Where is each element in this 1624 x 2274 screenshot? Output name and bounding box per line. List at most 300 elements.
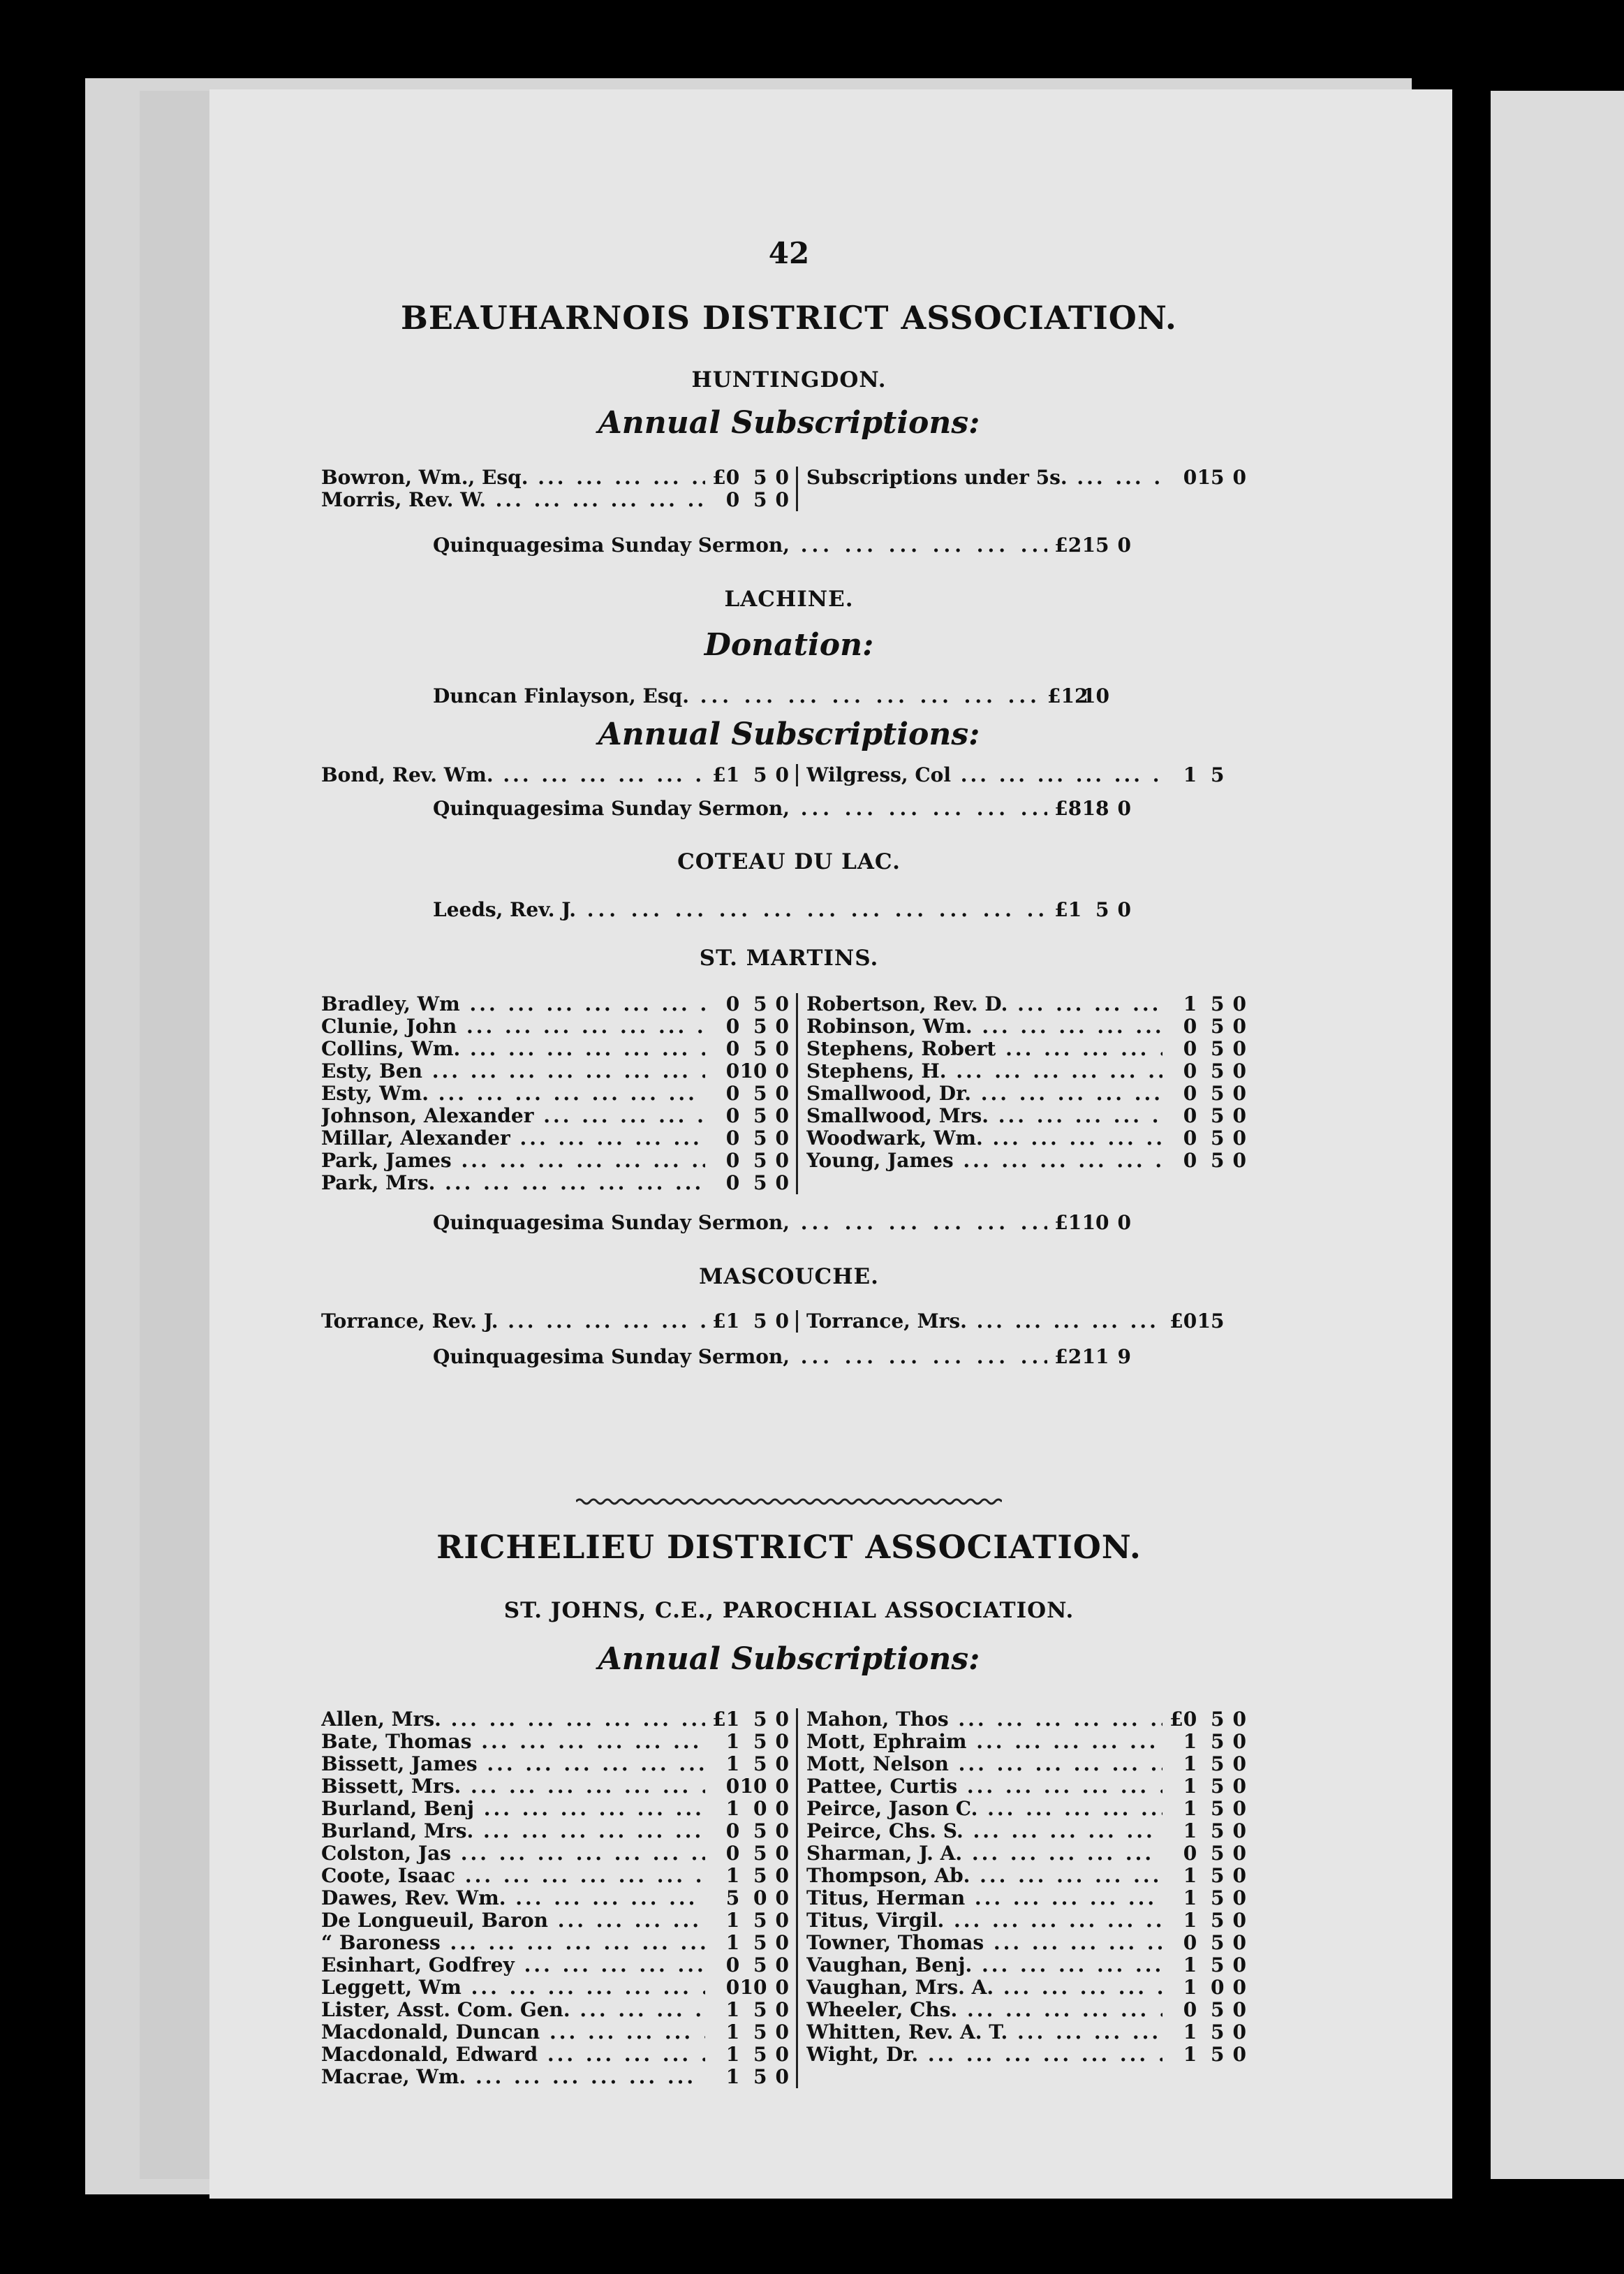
amount [1162,1909,1246,1932]
st-johns-heading: ST. JOHNS, C.E., PAROCHIAL ASSOCIATION. [503,1598,1075,1623]
pounds: 0 [1183,1082,1197,1105]
pounds: 1 [725,2020,740,2044]
amount [1162,2044,1246,2066]
pence: 0 [775,763,789,786]
shillings: 5 [753,1909,767,1932]
shillings: 15 [1197,466,1225,489]
pounds: £0 [1169,1310,1197,1333]
pence: 9 [1117,1345,1131,1368]
pence: 0 [1232,1976,1246,1999]
shillings: 5 [753,2043,767,2066]
pence: 0 [1232,1931,1246,1954]
subscriber-name: Torrance, Mrs. ... . [806,1310,1162,1333]
subscriber-row [806,1932,1246,1954]
amount [705,1731,789,1753]
shillings: 5 [753,1037,767,1060]
pounds: 1 [1183,1864,1197,1887]
shillings: 5 [753,1998,767,2021]
pounds: 1 [1183,1976,1197,1999]
amount [1162,1775,1246,1798]
subscriber-name: Colston, Jas ... . [321,1842,705,1865]
subscriber-row [806,1842,1246,1865]
subscriber-row [806,1909,1246,1932]
amount [705,1820,789,1842]
shillings: 10 [739,1059,767,1083]
st-martins-left-column [321,993,798,1194]
shillings: 18 [1082,797,1109,820]
subscriber-name: Esty, Ben ... . [321,1060,705,1083]
shillings: 5 [1211,1104,1225,1127]
shillings: 5 [753,1842,767,1865]
amount [705,1127,789,1150]
pounds: £12 [1047,684,1088,707]
pounds: 1 [725,1998,740,2021]
pence: 0 [1232,1037,1246,1060]
subscriber-row [321,1909,789,1932]
shillings: 5 [1211,1998,1225,2021]
pence: 0 [775,1310,789,1333]
subscriber-name: Towner, Thomas ... . [806,1932,1162,1954]
subscriber-row [321,1172,789,1194]
pounds: 1 [1183,2020,1197,2044]
subscriber-row [321,1310,789,1333]
subscriber-row [321,1820,789,1842]
pence: 0 [775,1037,789,1060]
subscriber-row [806,1150,1246,1172]
amount [705,2021,789,2044]
lachine-right-column [798,764,1246,786]
shillings: 0 [753,1886,767,1909]
shillings: 5 [1211,763,1225,786]
coteau-heading: COTEAU DU LAC. [677,849,901,874]
subscriber-row [806,764,1246,786]
subscriber-name: Leggett, Wm ... . [321,1976,705,1999]
subscriber-row [321,1842,789,1865]
pence: 0 [1117,797,1131,820]
pence: 0 [1232,992,1246,1015]
subscriber-row [806,1015,1246,1038]
amount [1047,1211,1131,1234]
subscriber-row [321,1708,789,1731]
subscriber-row [321,1865,789,1887]
pence [1109,684,1131,707]
pounds: £1 [712,1310,740,1333]
pounds: £8 [1054,797,1082,820]
subscriber-name: Peirce, Jason C. ... . [806,1798,1162,1820]
pence: 0 [775,1953,789,1976]
pounds: 0 [725,1953,740,1976]
shillings: 10 [1082,684,1109,707]
pence: 0 [1232,1127,1246,1150]
subscriber-name: Bond, Rev. Wm. ... . [321,764,705,786]
pence: 0 [775,1976,789,1999]
pence: 0 [775,1775,789,1798]
shillings: 5 [1095,898,1109,921]
huntingdon-left-column [321,467,798,511]
pence: 0 [1232,1909,1246,1932]
pence: 0 [775,992,789,1015]
lachine-donation [433,684,1131,707]
subscriber-row [806,1976,1246,1999]
shillings: 10 [739,1775,767,1798]
pounds: 0 [725,1976,740,1999]
subscriber-row [321,993,789,1015]
subscriber-row [806,993,1246,1015]
pounds: 0 [725,1775,740,1798]
subscriber-name: Mott, Nelson ... . [806,1753,1162,1775]
lachine-list [321,764,1257,786]
amount [1162,1954,1246,1976]
pounds: 0 [1183,1998,1197,2021]
shillings: 5 [1211,1931,1225,1954]
subscriber-row [321,467,789,489]
subscriber-row [806,1708,1246,1731]
st-johns-subheading: Annual Subscriptions: [598,1641,980,1677]
subscriber-name: Vaughan, Mrs. A. ... . [806,1976,1162,1999]
subscriber-name: Collins, Wm. ... . [321,1038,705,1060]
shillings: 5 [753,1752,767,1775]
pounds: 0 [1183,1059,1197,1083]
pence: 0 [1232,1730,1246,1753]
subscriber-row [321,1731,789,1753]
subscriber-row [806,1060,1246,1083]
subscriber-name: De Longueuil, Baron ... . [321,1909,705,1932]
subscriber-name: Wight, Dr. ... . [806,2044,1162,2066]
subscriber-name: Coote, Isaac ... . [321,1865,705,1887]
pounds: 0 [725,1842,740,1865]
amount [705,1038,789,1060]
subscriber-name: Subscriptions under 5s. ... . [806,467,1162,489]
lachine-subheading: Annual Subscriptions: [598,717,980,752]
pence: 0 [775,1752,789,1775]
subscriber-name: Stephens, Robert ... . [806,1038,1162,1060]
subscriber-name: Wheeler, Chs. ... . [806,1999,1162,2021]
pounds: 1 [725,2043,740,2066]
subscriber-name: Macdonald, Duncan ... . [321,2021,705,2044]
pounds: 0 [1183,1127,1197,1150]
pence: 0 [1232,1752,1246,1775]
shillings: 5 [753,1819,767,1842]
subscriber-name: Bate, Thomas ... . [321,1731,705,1753]
pence: 0 [1232,1998,1246,2021]
pounds: 1 [1183,1797,1197,1820]
subscriber-name: “ Baroness ... . [321,1932,705,1954]
shillings: 5 [1211,1886,1225,1909]
pounds: 1 [1183,1909,1197,1932]
subscriber-name: Dawes, Rev. Wm. ... . [321,1887,705,1909]
subscriber-row [321,1887,789,1909]
subscriber-name: Clunie, John ... . [321,1015,705,1038]
amount [1162,1127,1246,1150]
subscriber-row [321,1150,789,1172]
subscriber-name: Stephens, H. ... . [806,1060,1162,1083]
amount [705,1909,789,1932]
pounds: 5 [725,1886,740,1909]
st-martins-list [321,993,1257,1194]
huntingdon-right-column [798,467,1246,511]
amount [705,1708,789,1731]
amount [705,2044,789,2066]
shillings: 5 [1211,992,1225,1015]
lachine-left-column [321,764,798,786]
subscriber-name: Bowron, Wm., Esq. ... . [321,467,705,489]
section-divider [576,1497,1002,1506]
amount [705,1775,789,1798]
subscriber-row [321,1954,789,1976]
shillings: 5 [1211,1752,1225,1775]
amount [1162,1060,1246,1083]
subscriber-name: Peirce, Chs. S. ... . [806,1820,1162,1842]
total-label: Quinquagesima Sunday Sermon, ... . [433,534,1047,557]
amount [705,467,789,489]
shillings: 0 [753,1797,767,1820]
shillings: 5 [1211,1149,1225,1172]
amount [1047,534,1131,557]
subscriber-row [321,1775,789,1798]
pence: 0 [1232,1082,1246,1105]
shillings: 5 [1211,1059,1225,1083]
pence: 0 [775,2043,789,2066]
subscriber-name: Macrae, Wm. ... . [321,2066,705,2088]
pence: 0 [775,1127,789,1150]
shillings: 5 [1211,1015,1225,1038]
pence: 0 [775,488,789,511]
amount [1162,1708,1246,1731]
shillings: 5 [753,1127,767,1150]
total-label: Quinquagesima Sunday Sermon, ... . [433,1211,1047,1234]
pence: 0 [775,1819,789,1842]
subscriber-row [321,1798,789,1820]
pounds: 1 [1183,992,1197,1015]
shillings: 5 [1211,1864,1225,1887]
subscriber-name: Whitten, Rev. A. T. ... . [806,2021,1162,2044]
subscriber-row [321,2021,789,2044]
pounds: 1 [1183,2043,1197,2066]
subscriber-name: Wilgress, Col ... . [806,764,1162,786]
pounds: 1 [1183,1886,1197,1909]
shillings: 5 [1211,1037,1225,1060]
pounds: £1 [712,763,740,786]
pence: 0 [1232,1953,1246,1976]
pence: 0 [775,1998,789,2021]
subscriber-name: Vaughan, Benj. ... . [806,1954,1162,1976]
pounds: 0 [725,1819,740,1842]
shillings: 5 [753,1310,767,1333]
page-number: 42 [768,236,810,270]
shillings: 5 [753,1953,767,1976]
subscriber-name: Lister, Asst. Com. Gen. ... . [321,1999,705,2021]
subscriber-row [321,1753,789,1775]
lachine-heading: LACHINE. [724,587,854,612]
subscriber-row [321,2066,789,2088]
subscriber-row [806,1999,1246,2021]
subscriber-row [321,1105,789,1127]
richelieu-title: RICHELIEU DISTRICT ASSOCIATION. [436,1528,1142,1566]
mascouche-left-column [321,1310,798,1333]
shillings: 15 [1197,1310,1225,1333]
pounds: 0 [725,1037,740,1060]
amount [705,1887,789,1909]
pounds: 0 [725,1127,740,1150]
shillings: 5 [753,763,767,786]
amount [1162,1999,1246,2021]
st-martins-heading: ST. MARTINS. [699,946,879,971]
st-johns-right-column [798,1708,1246,2088]
amount [705,1865,789,1887]
pence: 0 [775,2020,789,2044]
huntingdon-list [321,467,1257,511]
shillings: 5 [753,1708,767,1731]
subscriber-row [321,1976,789,1999]
amount [705,2066,789,2088]
pence: 0 [775,1730,789,1753]
amount [1047,684,1131,707]
pence: 0 [1232,1149,1246,1172]
subscriber-row [806,1865,1246,1887]
subscriber-name: Mahon, Thos ... . [806,1708,1162,1731]
amount [1047,1345,1131,1368]
huntingdon-sermon [433,534,1131,557]
amount [705,1999,789,2021]
amount [1162,1150,1246,1172]
pence: 0 [1117,1211,1131,1234]
entry-name: Leeds, Rev. J. ... . [433,898,1047,921]
shillings: 5 [753,992,767,1015]
pence: 0 [1232,1842,1246,1865]
pence: 0 [1232,1864,1246,1887]
pounds: £2 [1054,534,1082,557]
pounds: 0 [725,1059,740,1083]
lachine-donation-heading: Donation: [704,627,874,663]
subscriber-name: Smallwood, Dr. ... . [806,1083,1162,1105]
pounds: 0 [725,1015,740,1038]
pence: 0 [775,1931,789,1954]
pounds: 0 [1183,466,1197,489]
amount [705,1150,789,1172]
subscriber-name: Burland, Mrs. ... . [321,1820,705,1842]
amount [1162,1731,1246,1753]
pence: 0 [775,1082,789,1105]
pounds: £0 [712,466,740,489]
mascouche-right-column [798,1310,1246,1333]
amount [705,1976,789,1999]
amount [1162,1887,1246,1909]
shillings: 5 [753,1730,767,1753]
pounds: £1 [1054,1211,1082,1234]
amount [705,1015,789,1038]
shillings: 5 [1211,1730,1225,1753]
pounds: 1 [1183,1752,1197,1775]
subscriber-row [806,1083,1246,1105]
pounds: 1 [1183,1953,1197,1976]
pence: 0 [775,1864,789,1887]
subscriber-name: Titus, Virgil. ... . [806,1909,1162,1932]
pounds: 1 [725,1730,740,1753]
subscriber-row [321,1060,789,1083]
amount [705,764,789,786]
subscriber-name: Young, James ... . [806,1150,1162,1172]
subscriber-row [806,1954,1246,1976]
pence: 0 [775,1104,789,1127]
subscriber-name: Woodwark, Wm. ... . [806,1127,1162,1150]
amount [1047,797,1131,820]
pounds: 1 [1183,763,1197,786]
beauharnois-title: BEAUHARNOIS DISTRICT ASSOCIATION. [401,299,1177,337]
amount [1162,1932,1246,1954]
coteau-entry [433,898,1131,921]
shillings: 5 [753,466,767,489]
subscriber-row [806,2021,1246,2044]
shillings: 5 [1211,1082,1225,1105]
subscriber-row [806,1887,1246,1909]
pounds: 1 [725,2065,740,2088]
subscriber-row [806,2044,1246,2066]
document-page [209,89,1452,2199]
shillings: 5 [753,1104,767,1127]
mascouche-list [321,1310,1257,1333]
pence: 0 [1232,1819,1246,1842]
subscriber-row [321,1083,789,1105]
pence: 0 [1117,534,1131,557]
pounds: £0 [1169,1708,1197,1731]
amount [1162,1798,1246,1820]
pence: 0 [775,1797,789,1820]
pounds: 0 [725,1104,740,1127]
subscriber-row [806,1798,1246,1820]
shillings: 5 [753,1149,767,1172]
pence: 0 [775,1149,789,1172]
subscriber-row [806,1127,1246,1150]
shillings: 5 [753,2065,767,2088]
pounds: 1 [1183,1775,1197,1798]
pence: 0 [775,1059,789,1083]
pence: 0 [775,2065,789,2088]
st-johns-left-column [321,1708,798,2088]
subscriber-name: Morris, Rev. W. ... . [321,489,705,511]
subscriber-row [321,1127,789,1150]
pence: 0 [1232,2043,1246,2066]
total-label: Quinquagesima Sunday Sermon, ... . [433,1345,1047,1368]
amount [1162,764,1246,786]
subscriber-name: Mott, Ephraim ... . [806,1731,1162,1753]
amount [1162,1038,1246,1060]
pence: 0 [1232,1886,1246,1909]
amount [705,1798,789,1820]
pounds: 0 [1183,1149,1197,1172]
st-johns-list [321,1708,1257,2088]
subscriber-row [806,1753,1246,1775]
subscriber-name: Park, Mrs. ... . [321,1172,705,1194]
pence: 0 [775,1886,789,1909]
pounds: 0 [725,1171,740,1194]
subscriber-name: Robinson, Wm. ... . [806,1015,1162,1038]
shillings: 5 [753,2020,767,2044]
pounds: 0 [725,488,740,511]
pounds: 1 [1183,1819,1197,1842]
st-martins-sermon [433,1211,1131,1234]
pounds: 1 [1183,1730,1197,1753]
pounds: 1 [725,1864,740,1887]
shillings: 10 [1082,1211,1109,1234]
subscriber-name: Park, James ... . [321,1150,705,1172]
entry-name: Duncan Finlayson, Esq. ... . [433,684,1047,707]
amount [705,1172,789,1194]
pounds: 0 [1183,1037,1197,1060]
amount [705,1932,789,1954]
huntingdon-heading: HUNTINGDON. [691,367,887,393]
shillings: 5 [1211,1953,1225,1976]
shillings: 5 [1211,1909,1225,1932]
